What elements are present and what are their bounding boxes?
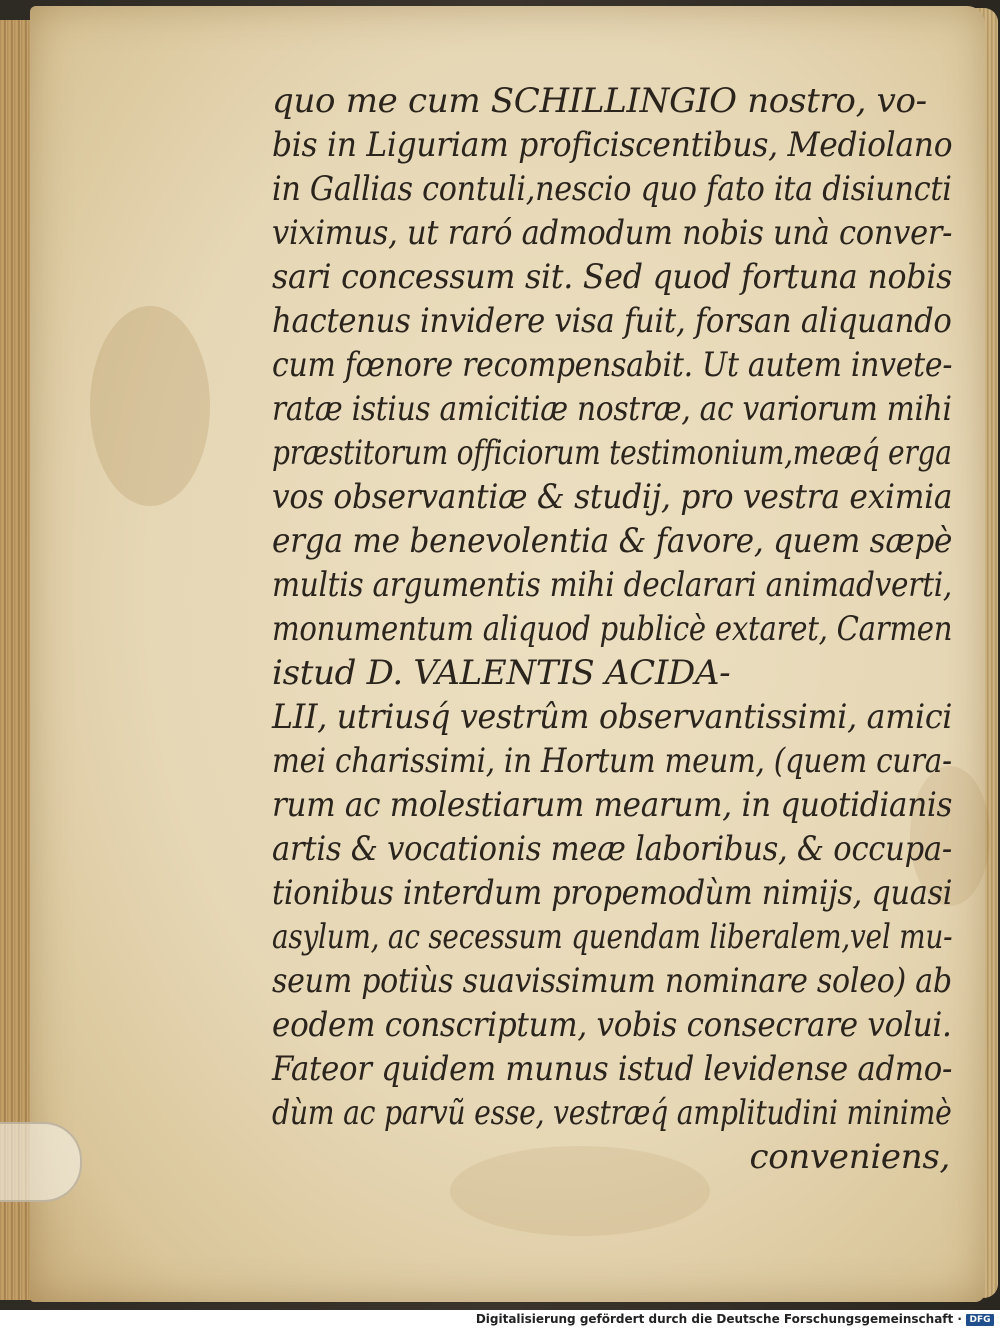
text-line: istud D. VALENTIS ACIDA- (272, 653, 731, 693)
text-line: multis argumentis mihi declarari animadverti, (272, 565, 953, 605)
text-line: quo me cum SCHILLINGIO nostro, vo- (272, 81, 927, 121)
text-line: mei charissimi, in Hortum meum, (quem cura- (272, 741, 952, 781)
text-line: LII, utriusq́ vestrûm observantissimi, amici (272, 697, 953, 737)
text-line: præstitorum officiorum testimonium,meæq́ erga (272, 433, 952, 473)
text-line: in Gallias contuli,nescio quo fato ita disiuncti (272, 169, 952, 209)
text-line: cum fœnore recompensabit. Ut autem invete- (272, 345, 953, 385)
text-line: vos observantiæ & studij, pro vestra eximia (272, 477, 953, 517)
text-line: eodem conscriptum, vobis consecrare volui. (272, 1005, 952, 1045)
text-line: bis in Liguriam proficiscentibus, Mediolano (272, 125, 953, 165)
catchword: conveniens, (749, 1137, 950, 1177)
text-line: viximus, ut raró admodum nobis unà conver- (272, 213, 953, 253)
footer-credit: Digitalisierung gefördert durch die Deutsche Forschungsgemeinschaft · (475, 1312, 962, 1326)
text-line: seum potiùs suavissimum nominare soleo) ab (272, 961, 952, 1001)
text-line: hactenus invidere visa fuit, forsan aliquando (272, 301, 952, 341)
text-line: Fateor quidem munus istud levidense admo- (272, 1049, 953, 1089)
text-line: tionibus interdum propemodùm nimijs, quasi (272, 873, 953, 913)
page-clip-marker (0, 1122, 82, 1202)
dfg-logo: DFG (966, 1314, 994, 1326)
paper-stain (90, 306, 210, 506)
text-line: ratæ istius amicitiæ nostræ, ac variorum mihi (272, 389, 952, 429)
text-line: monumentum aliquod publicè extaret, Carmen (272, 609, 953, 649)
text-line: artis & vocationis meæ laboribus, & occupa- (272, 829, 952, 869)
footer-bar (0, 1310, 1000, 1331)
text-line: sari concessum sit. Sed quod fortuna nobis (272, 257, 953, 297)
text-line: dùm ac parvũ esse, vestræq́ amplitudini minimè (272, 1093, 952, 1133)
text-line: asylum, ac secessum quendam liberalem,vel mu- (272, 917, 953, 957)
text-line: rum ac molestiarum mearum, in quotidianis (272, 785, 953, 825)
text-line: erga me benevolentia & favore, quem sæpè (272, 521, 953, 561)
